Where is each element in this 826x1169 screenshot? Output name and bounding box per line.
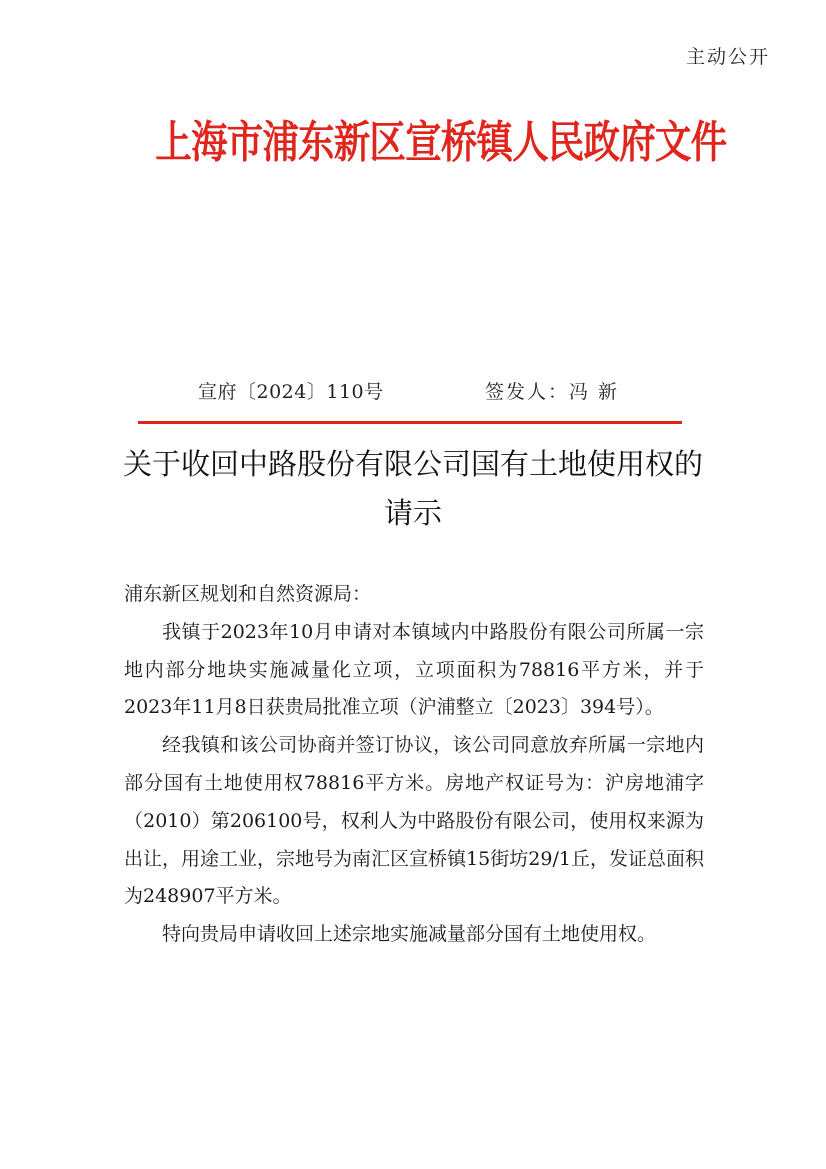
document-title: 关于收回中路股份有限公司国有土地使用权的请示 — [122, 447, 703, 530]
paragraph-2: 经我镇和该公司协商并签订协议，该公司同意放弃所属一宗地内部分国有土地使用权78816平方米。房地产权证号为：沪房地浦字（2010）第206100号，权利人为中路股份有限公司，使用权来源为出让，用途工业，宗地号为南汇区宣桥镇15街坊29/1丘，发证总面积为248907平方米。 — [124, 734, 704, 908]
masthead-title: 上海市浦东新区宣桥镇人民政府文件 — [155, 117, 727, 168]
document-body — [124, 576, 704, 954]
document-number: 宣府〔2024〕110号 — [198, 381, 384, 403]
paragraph-1: 我镇于2023年10月申请对本镇域内中路股份有限公司所属一宗地内部分地块实施减量化立项，立项面积为78816平方米，并于2023年11月8日获贵局批准立项（沪浦整立〔2023〕394号）。 — [124, 620, 704, 719]
red-divider-line — [138, 421, 682, 424]
signer-label: 签发人：冯 新 — [485, 381, 620, 403]
disclosure-label: 主动公开 — [685, 46, 770, 68]
addressee: 浦东新区规划和自然资源局： — [124, 583, 372, 605]
paragraph-3: 特向贵局申请收回上述宗地实施减量部分国有土地使用权。 — [162, 923, 657, 946]
